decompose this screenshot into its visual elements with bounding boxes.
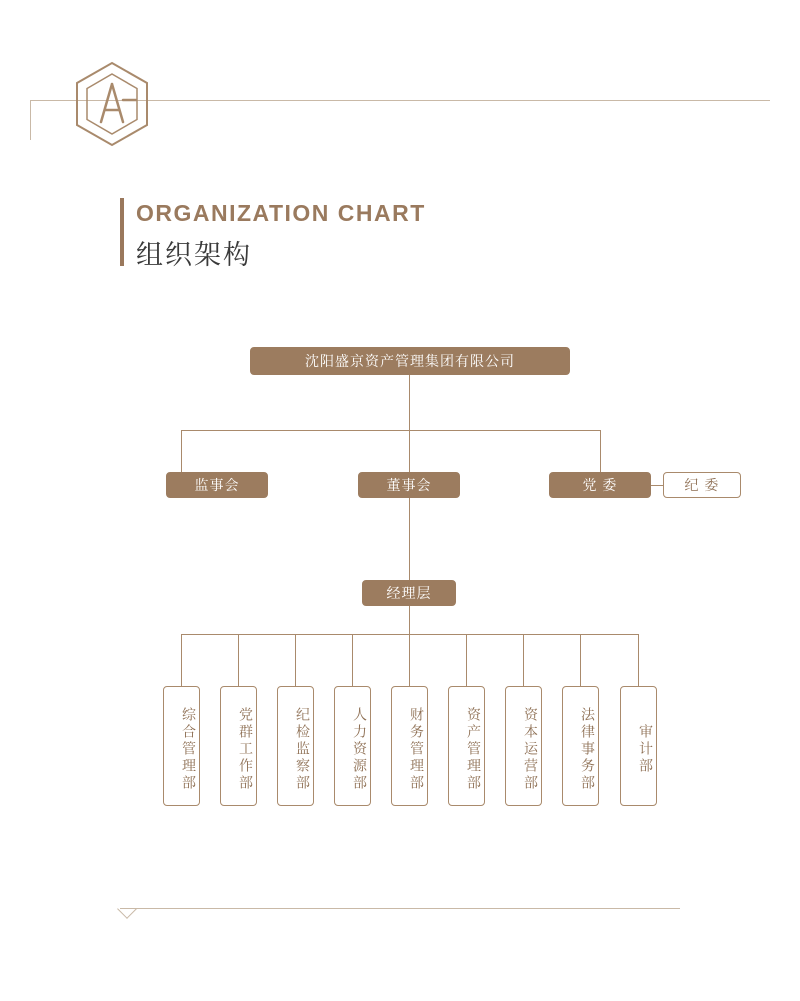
org-node-dept-general-management: 综合管理部 xyxy=(163,686,200,806)
org-node-root: 沈阳盛京资产管理集团有限公司 xyxy=(250,347,570,375)
connector-dept-drop-7 xyxy=(523,634,524,686)
org-node-supervisory-board: 监事会 xyxy=(166,472,268,498)
connector-dept-drop-3 xyxy=(295,634,296,686)
connector-party-to-discipline xyxy=(651,485,663,486)
org-node-dept-asset-management: 资产管理部 xyxy=(448,686,485,806)
connector-level2-drop-mid xyxy=(409,430,410,472)
org-node-party-committee: 党 委 xyxy=(549,472,651,498)
connector-management-down xyxy=(409,606,410,634)
connector-dept-drop-1 xyxy=(181,634,182,686)
footer-divider-line xyxy=(120,908,680,909)
connector-dept-drop-6 xyxy=(466,634,467,686)
org-node-dept-legal-affairs: 法律事务部 xyxy=(562,686,599,806)
page-title-chinese: 组织架构 xyxy=(136,240,252,270)
org-node-dept-finance: 财务管理部 xyxy=(391,686,428,806)
connector-dept-drop-8 xyxy=(580,634,581,686)
page-title-english: ORGANIZATION CHART xyxy=(136,200,426,226)
connector-level2-bus xyxy=(181,430,600,431)
connector-level2-drop-right xyxy=(600,430,601,472)
connector-dept-drop-2 xyxy=(238,634,239,686)
connector-dept-drop-9 xyxy=(638,634,639,686)
org-node-management: 经理层 xyxy=(362,580,456,606)
org-node-dept-audit: 审计部 xyxy=(620,686,657,806)
org-node-discipline-committee: 纪 委 xyxy=(663,472,741,498)
connector-dept-drop-4 xyxy=(352,634,353,686)
org-node-dept-human-resources: 人力资源部 xyxy=(334,686,371,806)
org-node-dept-discipline-inspection: 纪检监察部 xyxy=(277,686,314,806)
connector-board-to-management xyxy=(409,498,410,580)
org-node-board-of-directors: 董事会 xyxy=(358,472,460,498)
org-node-dept-party-affairs: 党群工作部 xyxy=(220,686,257,806)
connector-level2-drop-left xyxy=(181,430,182,472)
org-node-dept-capital-operation: 资本运营部 xyxy=(505,686,542,806)
connector-dept-drop-5 xyxy=(409,634,410,686)
connector-root-down xyxy=(409,375,410,430)
